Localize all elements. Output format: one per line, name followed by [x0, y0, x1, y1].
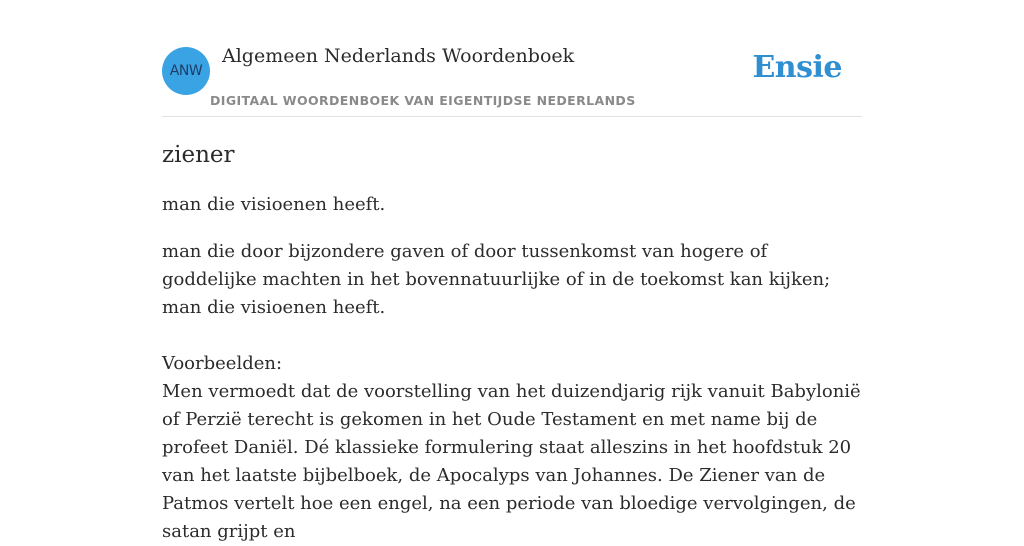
examples-label: Voorbeelden:	[162, 353, 283, 374]
anw-logo[interactable]	[162, 47, 210, 95]
site-title[interactable]: Algemeen Nederlands Woordenboek	[222, 45, 575, 67]
site-header	[162, 0, 862, 117]
example-text: Men vermoedt dat de voorstelling van het duizendjarig rijk vanuit Babylonië of Perzië terecht is gekomen in het Oude Testament en met name bij de profeet Daniël. Dé klassieke formulering staat alleszins in het hoofdstuk 20 van het laatste bijbelboek, de Apocalyps van Johannes. De Ziener van de Patmos vertelt hoe een engel, na een periode van bloedige vervolgingen, de satan grijpt en	[162, 381, 861, 542]
entry-term: ziener	[162, 142, 235, 168]
long-definition: man die door bijzondere gaven of door tussenkomst van hogere of goddelijke machten in het bovennatuurlijke of in de toekomst kan kijken; man die visioenen heeft.	[162, 241, 831, 318]
entry-content	[162, 139, 862, 546]
site-subtitle: DIGITAAL WOORDENBOEK VAN EIGENTIJDSE NEDERLANDS	[210, 93, 636, 108]
ensie-logo[interactable]: Ensie	[752, 50, 842, 85]
anw-logo-text: ANW	[169, 63, 203, 79]
short-definition: man die visioenen heeft.	[162, 194, 386, 215]
